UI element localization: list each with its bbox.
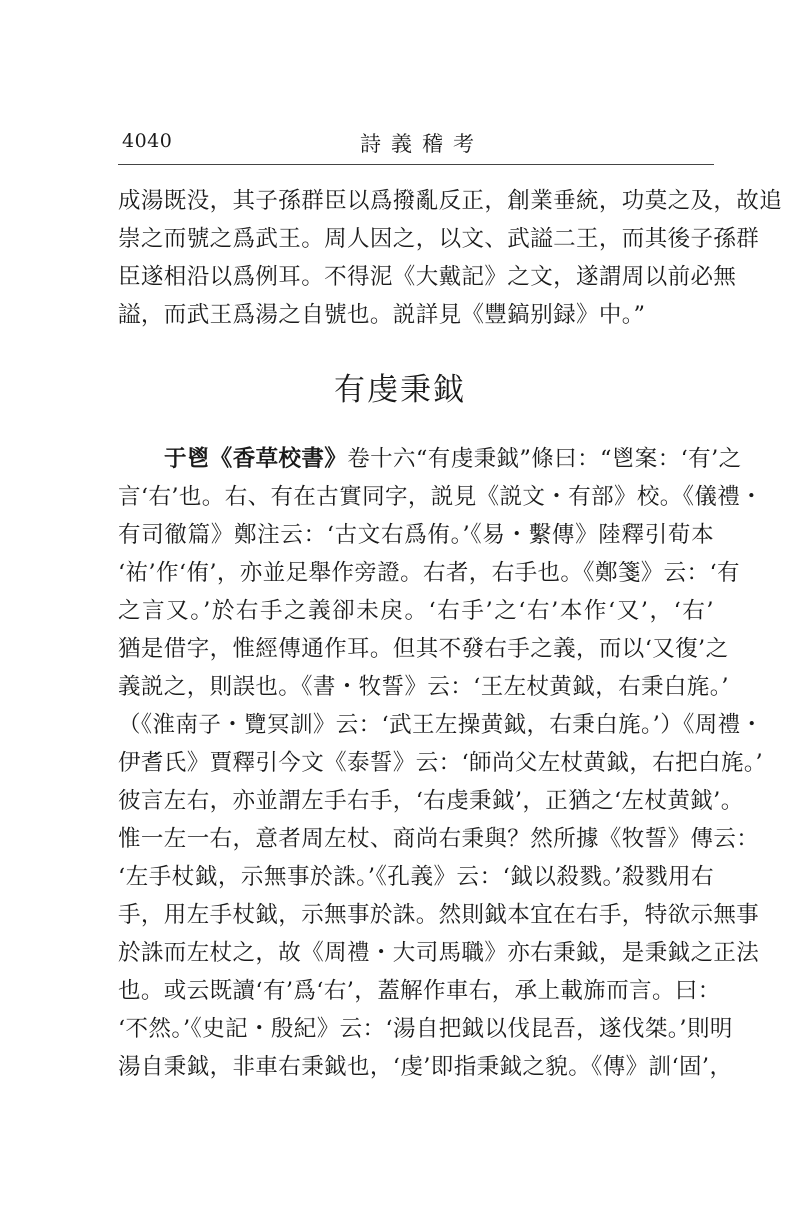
text-line: 義説之，則誤也。《書・牧誓》云：‘王左杖黄鉞，右秉白旄。’: [118, 674, 729, 700]
text-line: （《淮南子・覽冥訓》云：‘武王左操黄鉞，右秉白旄。’）《周禮・: [118, 712, 764, 738]
text-line: 猶是借字，惟經傳通作耳。但其不發右手之義，而以‘又復’之: [118, 636, 729, 662]
text-line: 於誅而左杖之，故《周禮・大司馬職》亦右秉鉞，是秉鉞之正法: [118, 940, 760, 966]
text-line: ‘左手杖鉞，示無事於誅。’《孔義》云：‘鉞以殺戮。’殺戮用右: [118, 864, 714, 890]
text-line: 成湯既没，其子孫群臣以爲撥亂反正，創業垂統，功莫之及，故追: [118, 188, 783, 214]
text-line: 惟一左一右，意者周左杖、商尚右秉與？然所據《牧誓》傳云：: [118, 826, 760, 852]
text-line: 手，用左手杖鉞，示無事於誅。然則鉞本宜在右手，特欲示無事: [118, 902, 760, 928]
text-line: 也。或云既讀‘有’爲‘右’，蓋解作車右，承上載旆而言。曰：: [118, 978, 721, 1004]
text-line: ‘不然。’《史記・殷紀》云：‘湯自把鉞以伐昆吾，遂伐桀。’則明: [118, 1016, 733, 1042]
main-text-block: [118, 440, 764, 1086]
text-line: 伊耆氏》賈釋引今文《泰誓》云：‘師尚父左杖黄鉞，右把白旄。’: [118, 750, 764, 776]
text-line: 之言又。’於右手之義卻未戾。‘右手’之‘右’本作‘又’，‘右’: [118, 598, 714, 624]
text-line-first: [118, 440, 742, 478]
cited-work-title: 于鬯《香草校書》: [164, 446, 348, 472]
running-title: 詩義稽考: [360, 132, 484, 156]
text-line: 臣遂相沿以爲例耳。不得泥《大戴記》之文，遂謂周以前必無: [118, 264, 737, 290]
text-line: 言‘右’也。右、有在古實同字，説見《説文・有部》校。《儀禮・: [118, 484, 764, 510]
text-line: 崇之而號之爲武王。周人因之，以文、武謚二王，而其後子孫群: [118, 226, 760, 252]
page-number: 4040: [122, 130, 173, 152]
text-line: 謚，而武王爲湯之自號也。説詳見《豐鎬别録》中。”: [118, 302, 646, 328]
text-line: ‘祐’作‘侑’，亦並足舉作旁證。右者，右手也。《鄭箋》云：‘有: [118, 560, 740, 586]
text-line: 湯自秉鉞，非車右秉鉞也，‘虔’即指秉鉞之貌。《傳》訓‘固’，: [118, 1054, 733, 1080]
header-rule: [118, 164, 714, 165]
top-text-block: [118, 182, 783, 334]
section-heading: 有虔秉鉞: [334, 372, 466, 408]
text-line: 有司徹篇》鄭注云：‘古文右爲侑。’《易・繫傳》陸釋引荀本: [118, 522, 714, 548]
text-fragment: 卷十六“有虔秉鉞”條曰：“鬯案：‘有’之: [347, 446, 742, 472]
text-line: 彼言左右，亦並謂左手右手，‘右虔秉鉞’，正猶之‘左杖黄鉞’。: [118, 788, 744, 814]
